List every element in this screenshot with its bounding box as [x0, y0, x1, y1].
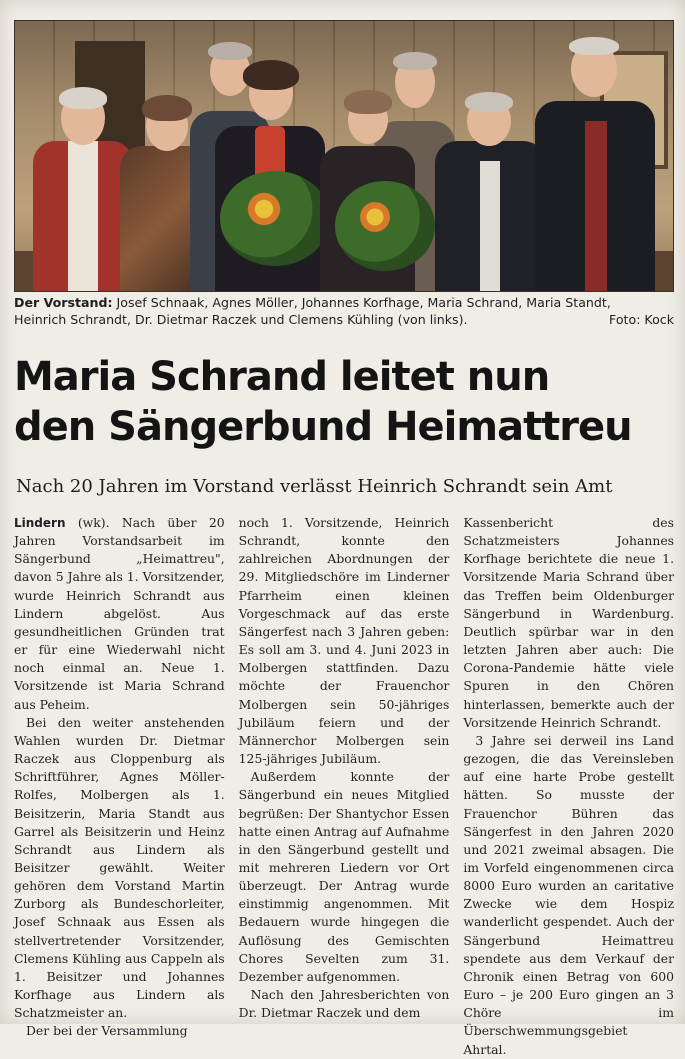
column-2 — [239, 514, 450, 1019]
person-dietmar-raczek — [435, 96, 545, 291]
bouquet — [220, 171, 330, 266]
caption-line-1 — [14, 294, 674, 311]
caption-text-2: Heinrich Schrandt, Dr. Dietmar Raczek und Clemens Kühling (von links). — [14, 312, 468, 327]
photo-caption — [14, 294, 674, 328]
paragraph: Der bei der Versammlung — [26, 1023, 188, 1039]
paragraph: noch 1. Vorsitzende, Heinrich Schrandt, konnte den zahlreichen Abordnungen der 29. Mitgliedschöre im Linderner Pfarrheim einen kleinen Vorgeschmack auf das erste Sängerfest nach 3 Jahren geben: Es soll am 3. und 4. Juni 2023 in Molbergen stattfinden. Dazu möchte der Frauenchor Molbergen sein 50-jähriges Jubiläum feiern und der Männerchor Molbergen sein 125-jähriges Jubiläum. — [238, 515, 450, 767]
caption-text-1: Josef Schnaak, Agnes Möller, Johannes Korfhage, Maria Schrand, Maria Standt, — [112, 295, 611, 310]
column-3 — [463, 514, 675, 1057]
headline-line-1: Maria Schrand leitet nun — [14, 354, 550, 400]
caption-label: Der Vorstand: — [14, 295, 113, 310]
article-body — [14, 514, 675, 1057]
caption-line-2 — [14, 311, 674, 328]
headline-line-2: den Sängerbund Heimattreu — [14, 404, 632, 450]
person-josef-schnaak — [33, 91, 133, 291]
subheadline: Nach 20 Jahren im Vorstand verlässt Heinrich Schrandt sein Amt — [16, 476, 613, 497]
paragraph: Außerdem konnte der Sängerbund ein neues Mitglied begrüßen: Der Shantychor Essen hatte einen Antrag auf Aufnahme in den Sängerbund gestellt und mit mehreren Liedern vor Ort überzeugt. Der Antrag wurde einstimmig angenommen. Mit Bedauern wurde hingegen die Auflösung des Gemischten Chores Sevelten zum 31. Dezember aufgenommen. — [238, 769, 450, 984]
paragraph: 3 Jahre sei derweil ins Land gezogen, die das Vereinsleben auf eine harte Probe gestellt hätten. So musste der Frauenchor Bühren das Sängerfest in den Jahren 2020 und 2021 zweimal absagen. Die im Vorfeld eingenommenen circa 8000 Euro wurden an caritative Zwecke wie dem Hospiz wanderlicht gespendet. Auch der Sängerbund Heimattreu spendete aus dem Verkauf der Chronik einen Betrag von 600 Euro – je 200 Euro gingen an 3 Chöre im Überschwemmungsgebiet Ahrtal. — [463, 732, 675, 1057]
bouquet-2 — [335, 181, 435, 271]
paragraph: Bei den weiter anstehenden Wahlen wurden Dr. Dietmar Raczek aus Cloppenburg als Schriftführer, Agnes Möller-Rolfes, Molbergen als 1. Beisitzerin, Maria Standt aus Garrel als Beisitzerin und Heinz Schrandt aus Lindern als Beisitzer gewählt. Weiter gehören dem Vorstand Martin Zurborg als Bundeschorleiter, Josef Schnaak aus Essen als stellvertretender Vorsitzender, Clemens Kühling aus Cappeln als 1. Beisitzer und Johannes Korfhage aus Lindern als Schatzmeister an. — [14, 714, 225, 1021]
paragraph: Nach den Jahresberichten von Dr. Dietmar Raczek und dem — [238, 987, 450, 1021]
group-photo — [14, 20, 674, 292]
column-1 — [14, 514, 225, 1039]
headline — [14, 352, 674, 452]
person-clemens-kuehling — [535, 41, 655, 291]
paragraph-text: (wk). Nach über 20 Jahren Vorstandsarbeit im Sängerbund „Heimattreu", davon 5 Jahre als 1. Vorsitzender, wurde Heinrich Schrandt aus Lindern abgelöst. Aus gesundheitlichen Gründen trat er für eine Wiederwahl nicht noch einmal an. Neue 1. Vorsitzende ist Maria Schrand aus Peheim. — [14, 515, 225, 712]
photo-credit: Foto: Kock — [609, 312, 674, 327]
dateline: Lindern — [14, 516, 66, 530]
paragraph: Kassenbericht des Schatzmeisters Johannes Korfhage berichtete die neue 1. Vorsitzende Maria Schrand über das Treffen beim Oldenburger Sängerbund in Wardenburg. Deutlich spürbar war in den letzten Jahren aber auch: Die Corona-Pandemie hätte viele Spuren in den Chören hinterlassen, bemerkte auch der Vorsitzende Heinrich Schrandt. — [463, 515, 675, 730]
paragraph — [14, 514, 225, 714]
